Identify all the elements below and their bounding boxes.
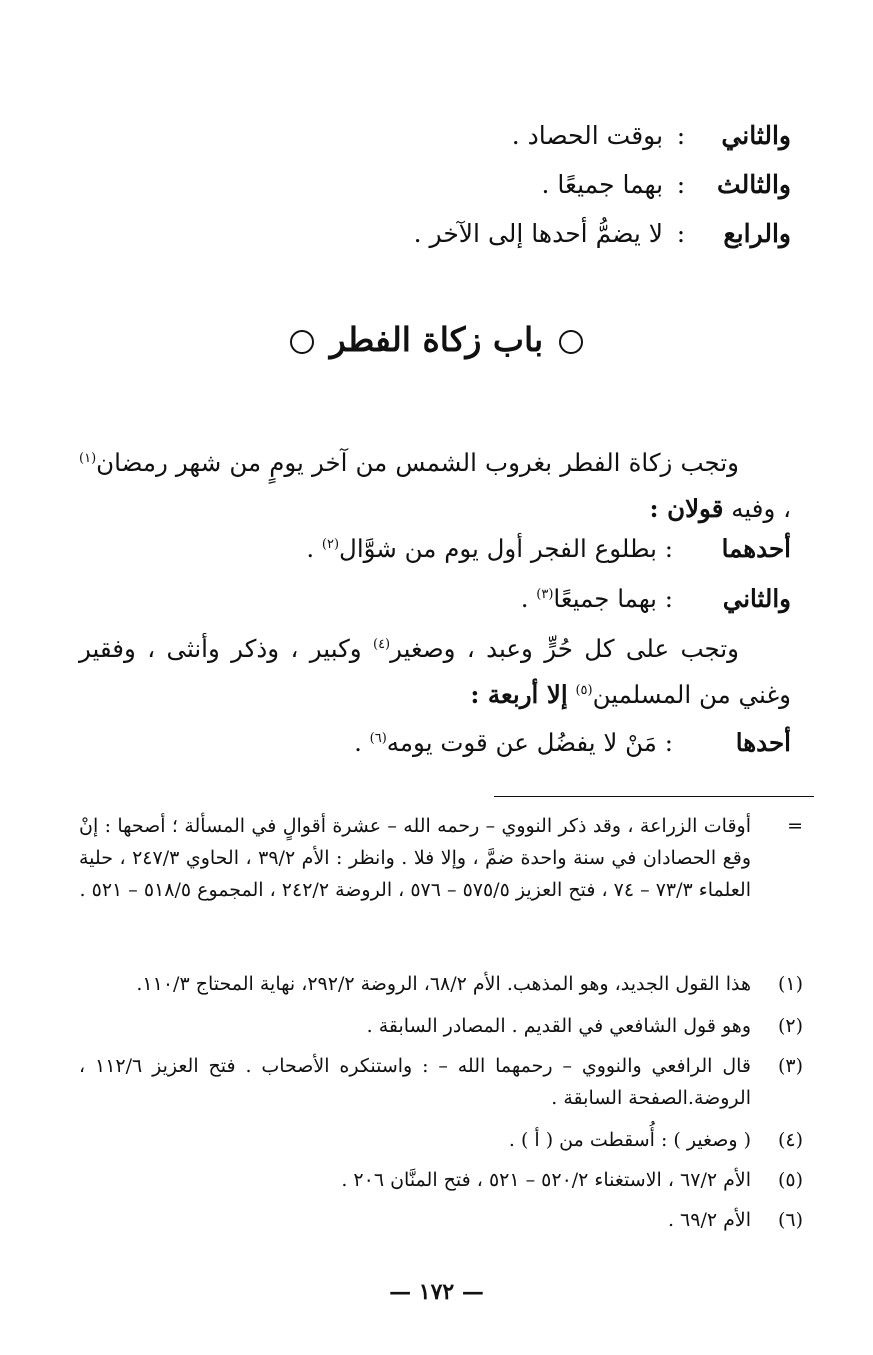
option-label: والثاني — [722, 584, 791, 613]
footnote — [79, 968, 803, 1000]
footnote — [79, 810, 803, 906]
item-separator: : — [676, 170, 686, 199]
item-text: بهما جميعًا . — [541, 170, 664, 199]
circle-ornament-icon — [290, 330, 314, 354]
footnote-number: (٣) — [777, 1055, 803, 1077]
item-label: والثاني — [721, 121, 791, 150]
footnote-text: هذا القول الجديد، وهو المذهب. الأم ٦٨/٢، الروضة ٢٩٢/٢، نهاية المحتاج ١١٠/٣. — [136, 973, 751, 995]
option-separator: : — [664, 584, 673, 613]
item-text: لا يضمُّ أحدها إلى الآخر . — [413, 219, 664, 248]
footnote-ref: (٦) — [369, 730, 387, 746]
item-label: والرابع — [723, 219, 791, 248]
footnote-text: ( وصغير ) : أُسقطت من ( أ ) . — [508, 1129, 751, 1151]
paragraph-fitr-timing — [79, 440, 791, 532]
footnote-number: (٥) — [777, 1169, 803, 1191]
paragraph-obligation — [79, 626, 791, 718]
chapter-title-text: باب زكاة الفطر — [329, 320, 544, 359]
option-line — [79, 526, 791, 572]
footnote-text: الأم ٦٩/٢ . — [667, 1209, 751, 1231]
circle-ornament-icon — [559, 330, 583, 354]
footnote-number: (١) — [777, 973, 803, 995]
paragraph-text: وتجب على كل حُرٍّ وعبد ، وصغير — [390, 634, 739, 663]
top-item — [71, 214, 791, 254]
footnote — [79, 1164, 803, 1196]
paragraph-text: وكبير ، وذكر وأنثى ، وفقير وغني من المسلمين — [79, 634, 791, 709]
footnote-text: وهو قول الشافعي في القديم . المصادر السابقة . — [366, 1015, 751, 1037]
bold-phrase: قولان : — [649, 494, 724, 523]
item-separator: : — [676, 219, 686, 248]
item-label: والثالث — [717, 170, 791, 199]
option-separator: : — [664, 728, 673, 757]
footnote-ref: (٢) — [321, 536, 340, 552]
footnote-text: أوقات الزراعة ، وقد ذكر النووي – رحمه الله – عشرة أقوالٍ في المسألة ؛ أصحها : إنْ وقع الحصادان في سنة واحدة ضمَّ ، وإلا فلا . وانظر : الأم ٣٩/٢ ، الحاوي ٢٤٧/٣ ، حلية العلماء ٧٣/٣ – ٧٤ ، فتح العزيز ٥٧٥/٥ – ٥٧٦ ، الروضة ٢٤٢/٢ ، المجموع ٥١٨/٥ – ٥٢١ . — [79, 815, 751, 901]
footnote-text: قال الرافعي والنووي – رحمهما الله – : واستنكره الأصحاب . فتح العزيز ١١٢/٦ ، الروضة.الصفحة السابقة . — [79, 1055, 751, 1109]
option-label: أحدهما — [721, 534, 791, 563]
option-end: . — [520, 584, 529, 613]
bold-phrase: إلا أربعة : — [470, 680, 568, 709]
top-item — [71, 165, 791, 205]
footnote-number: (٦) — [777, 1209, 803, 1231]
option-text: بطلوع الفجر أول يوم من شوَّال — [339, 534, 657, 563]
footnote-ref: (٣) — [536, 586, 554, 602]
option-separator: : — [664, 534, 673, 563]
option-label: أحدها — [735, 728, 791, 757]
paragraph-text: ، وفيه — [731, 494, 791, 523]
option-text: مَنْ لا يفضُل عن قوت يومه — [386, 728, 657, 757]
footnote-number: = — [787, 815, 803, 837]
page-number: — ١٧٢ — — [389, 1279, 484, 1305]
option-text: بهما جميعًا — [553, 584, 657, 613]
footnote — [79, 1010, 803, 1042]
footnote-divider — [494, 796, 814, 797]
option-line — [79, 720, 791, 766]
top-item — [71, 116, 791, 156]
chapter-title — [0, 312, 873, 368]
footnote — [79, 1050, 803, 1114]
footnote-ref: (١) — [79, 450, 97, 466]
footnote-number: (٢) — [777, 1015, 803, 1037]
footnote-text: الأم ٦٧/٢ ، الاستغناء ٥٢٠/٢ – ٥٢١ ، فتح المنَّان ٢٠٦ . — [341, 1169, 751, 1191]
option-end: . — [354, 728, 362, 757]
footnote — [79, 1204, 803, 1236]
item-separator: : — [676, 121, 686, 150]
footnote-ref: (٤) — [372, 636, 391, 652]
option-end: . — [306, 534, 315, 563]
footnote-ref: (٥) — [575, 682, 593, 698]
paragraph-text: وتجب زكاة الفطر بغروب الشمس من آخر يومٍ من شهر رمضان — [96, 448, 739, 477]
footnote-number: (٤) — [777, 1129, 803, 1151]
footnote — [79, 1124, 803, 1156]
option-line — [79, 576, 791, 622]
item-text: بوقت الحصاد . — [511, 121, 664, 150]
